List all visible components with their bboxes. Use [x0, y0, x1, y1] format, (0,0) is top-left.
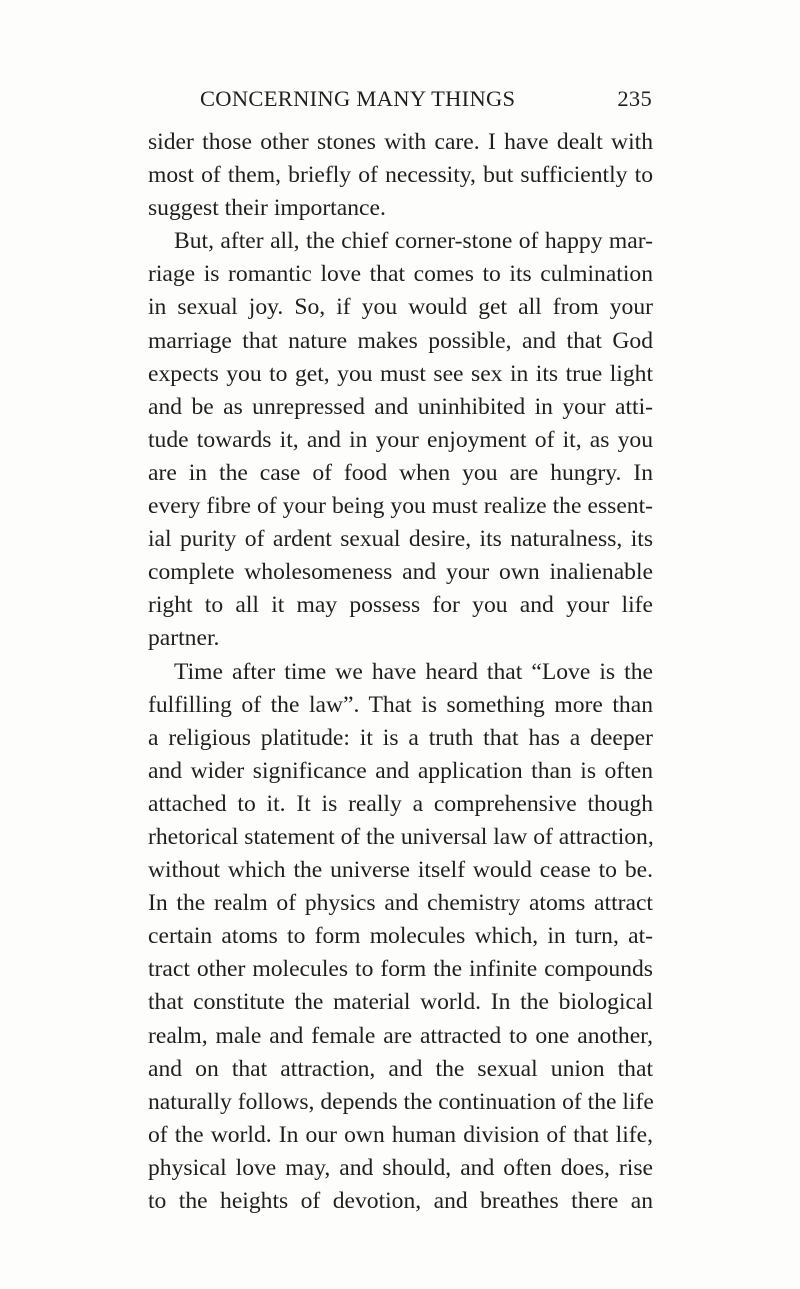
text-line: certain atoms to form molecules which, in turn, at- [148, 923, 653, 950]
text-line: Time after time we have heard that “Love is the [174, 658, 653, 685]
text-line: of the world. In our own human division of that life, [148, 1121, 653, 1148]
text-line: every fibre of your being you must realize the essent- [148, 493, 653, 520]
text-line: attached to it. It is really a comprehensive though [148, 790, 653, 817]
text-line: naturally follows, depends the continuation of the life [148, 1088, 654, 1115]
text-line: a religious platitude: it is a truth that has a deeper [148, 724, 653, 751]
text-line: that constitute the material world. In the biological [148, 989, 653, 1016]
text-line: suggest their importance. [148, 195, 386, 222]
text-line: are in the case of food when you are hungry. In [148, 459, 653, 486]
text-line: and on that attraction, and the sexual union that [148, 1055, 653, 1082]
text-line: riage is romantic love that comes to its culmination [148, 261, 653, 288]
page-number: 235 [617, 86, 652, 111]
body-text [148, 126, 653, 1218]
text-line: most of them, briefly of necessity, but sufficiently to [148, 162, 653, 189]
text-line: tract other molecules to form the infinite compounds [148, 956, 653, 983]
text-line: But, after all, the chief corner-stone of happy mar- [174, 228, 653, 255]
text-line: and be as unrepressed and uninhibited in your atti- [148, 393, 653, 420]
text-line: tude towards it, and in your enjoyment of it, as you [148, 426, 653, 453]
text-line: ial purity of ardent sexual desire, its naturalness, its [148, 526, 653, 553]
text-line: without which the universe itself would cease to be. [148, 857, 653, 884]
text-line: rhetorical statement of the universal law of attraction, [148, 823, 654, 850]
text-line: and wider significance and application than is often [148, 757, 653, 784]
text-line: In the realm of physics and chemistry atoms attract [148, 890, 653, 917]
running-head: CONCERNING MANY THINGS [200, 86, 516, 111]
text-line: marriage that nature makes possible, and that God [148, 327, 653, 354]
text-line: fulfilling of the law”. That is something more than [148, 691, 653, 718]
text-line: partner. [148, 625, 220, 652]
text-line: in sexual joy. So, if you would get all from your [148, 294, 653, 321]
text-line: complete wholesomeness and your own inalienable [148, 559, 653, 586]
text-line: right to all it may possess for you and your life [148, 592, 653, 619]
text-line: realm, male and female are attracted to one another, [148, 1022, 653, 1049]
text-line: sider those other stones with care. I have dealt with [148, 129, 653, 155]
text-line: to the heights of devotion, and breathes there an [148, 1188, 653, 1214]
text-line: physical love may, and should, and often does, rise [148, 1154, 653, 1181]
text-line: expects you to get, you must see sex in its true light [148, 360, 653, 387]
page-header [200, 86, 652, 120]
